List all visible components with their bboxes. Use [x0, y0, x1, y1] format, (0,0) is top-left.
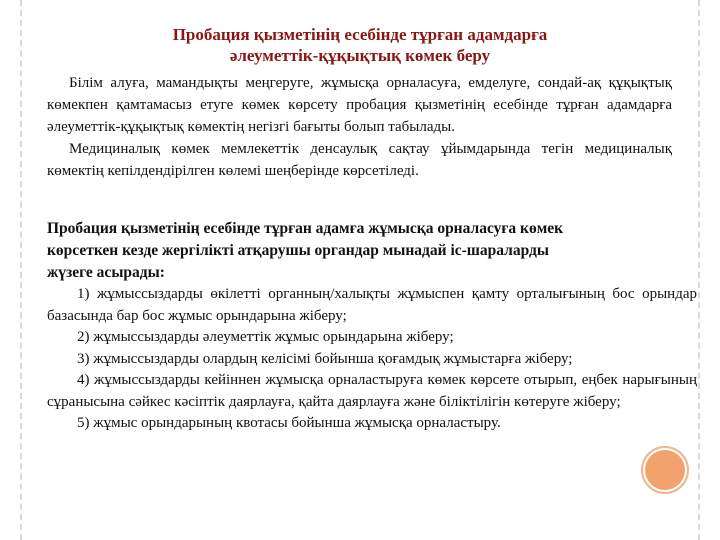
- list-item: 5) жұмыс орындарының квотасы бойынша жұмысқа орналастыру.: [77, 415, 501, 431]
- left-dashed-border: [20, 0, 22, 540]
- decorative-circle: [645, 450, 685, 490]
- intro-paragraph-1: Білім алуға, мамандықты меңгеруге, жұмысқа орналасуға, емделуге, сондай-ақ құқықтық көмекпен қамтамасыз етуге көмек көрсету пробация қызметінің есебінде тұрған адамдарға әлеуметтік-құқықтық көмектің негізгі бағыты болып табылады.: [47, 75, 672, 135]
- employment-heading-line-3: жүзеге асырады:: [47, 264, 165, 281]
- list-item: 2) жұмыссыздарды әлеуметтік жұмыс орындарына жіберу;: [77, 329, 454, 345]
- employment-heading-line-1: Пробация қызметінің есебінде тұрған адамға жұмысқа орналасуға көмек: [47, 220, 564, 237]
- list-item: 1) жұмыссыздарды өкілетті органның/халықты жұмыспен қамту орталығының бос орындар базасында бар бос жұмыс орындарына жіберу;: [47, 286, 697, 324]
- list-item: 4) жұмыссыздарды кейіннен жұмысқа орналастыруға көмек көрсете отырып, еңбек нарығының сұранысына сәйкес кәсіптік даярлауға, қайта даярлауға және біліктілігін көтеруге жіберу;: [47, 372, 697, 410]
- slide-title: [40, 24, 680, 66]
- list-item: 3) жұмыссыздарды олардың келісімі бойынша қоғамдық жұмыстарға жіберу;: [77, 350, 573, 367]
- title-line-2: әлеуметтік-құқықтық көмек беру: [229, 46, 491, 65]
- employment-heading-line-2: көрсеткен кезде жергілікті атқарушы органдар мынадай іс-шараларды: [47, 242, 549, 259]
- employment-measures-list: [47, 284, 697, 435]
- intro-text: [47, 72, 672, 182]
- employment-heading: [47, 218, 687, 284]
- intro-paragraph-2: Медициналық көмек мемлекеттік денсаулық сақтау ұйымдарында тегін медициналық көмектің кепілдендірілген көлемі шеңберінде көрсетіледі.: [47, 141, 672, 179]
- title-line-1: Пробация қызметінің есебінде тұрған адамдарға: [172, 25, 548, 44]
- right-dashed-border: [698, 0, 700, 540]
